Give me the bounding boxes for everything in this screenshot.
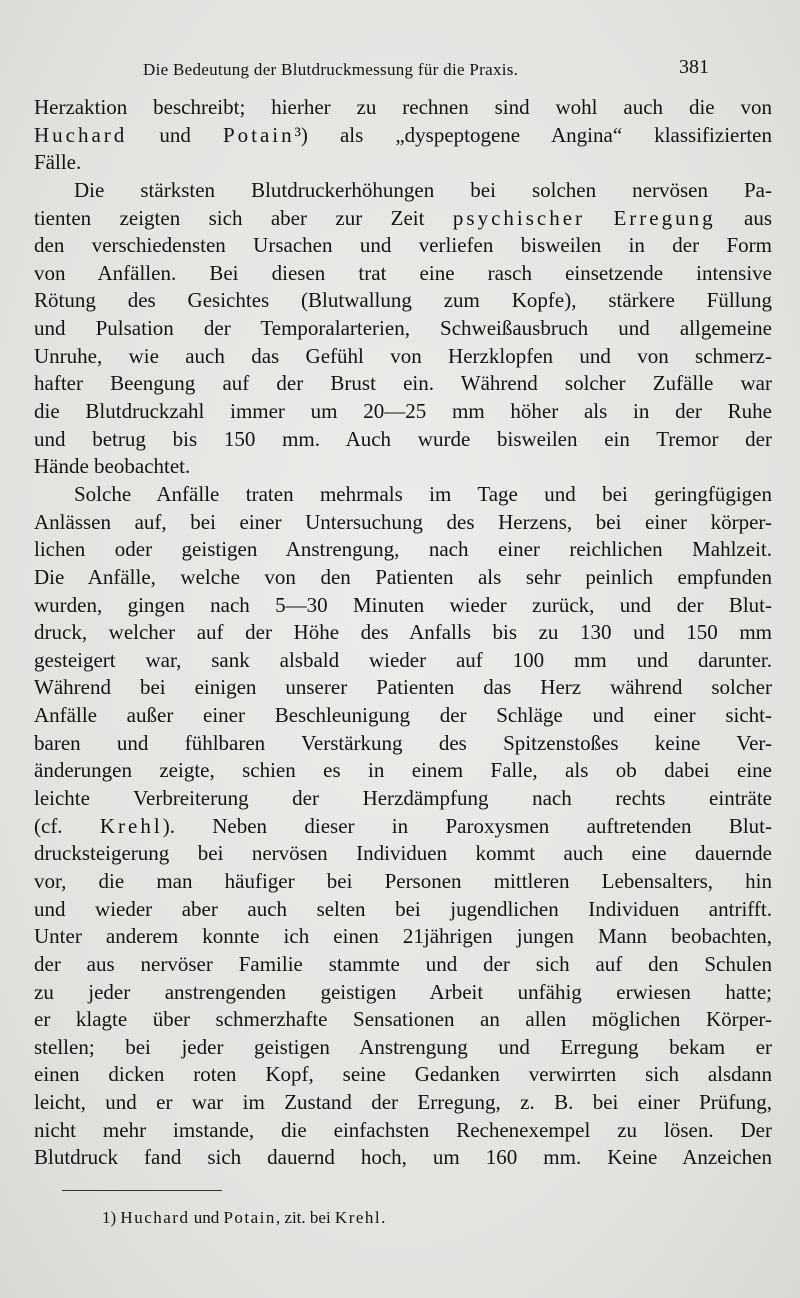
text-line: Rötung des Gesichtes (Blutwallung zum Kopfe), stärkere Füllung — [34, 288, 772, 313]
text-line: und wieder aber auch selten bei jugendlichen Individuen antrifft. — [34, 896, 772, 921]
footnote-author-krehl: Krehl — [334, 1208, 382, 1227]
footnote-marker: 1) — [102, 1208, 117, 1227]
text-line: Während bei einigen unserer Patienten das Herz während solcher — [34, 675, 772, 700]
text-line: hafter Beengung auf der Brust ein. Während solcher Zufälle war — [34, 371, 772, 396]
text-line: drucksteigerung bei nervösen Individuen kommt auch eine dauernde — [34, 841, 772, 866]
footnote-conj: und — [193, 1208, 220, 1227]
spaced-name-potain: Potain — [222, 122, 295, 147]
text-line: den verschiedensten Ursachen und verliefen bisweilen in der Form — [34, 233, 772, 258]
body-text — [34, 94, 772, 1172]
text-line: leichte Verbreiterung der Herzdämpfung nach rechts einträte — [34, 786, 772, 811]
text-line: Blutdruck fand sich dauernd hoch, um 160 mm. Keine Anzeichen — [34, 1145, 772, 1170]
text-line: Die Anfälle, welche von den Patienten als sehr peinlich empfunden — [34, 564, 772, 589]
footnote — [102, 1208, 385, 1228]
text-fragment: ). Neben dieser in Paroxysmen auftretenden Blut- — [162, 813, 772, 838]
spaced-word-erregung: Erregung — [613, 205, 716, 230]
running-head — [143, 56, 743, 86]
text-fragment: aus — [715, 205, 773, 230]
text-fragment: ³) als „dyspeptogene Angina“ klassifizierten — [294, 122, 773, 147]
text-fragment: (cf. — [34, 813, 100, 838]
text-line: Anlässen auf, bei einer Untersuchung des Herzens, bei einer körper- — [34, 509, 772, 534]
page-number: 381 — [679, 56, 709, 78]
text-line: leicht, und er war im Zustand der Erregung, z. B. bei einer Prüfung, — [34, 1090, 772, 1115]
spaced-name-huchard: Huchard — [34, 122, 128, 147]
spaced-name-krehl: Krehl — [99, 813, 163, 838]
text-line: Die stärksten Blutdruckerhöhungen bei solchen nervösen Pa- — [74, 177, 772, 202]
text-line: änderungen zeigte, schien es in einem Falle, als ob dabei eine — [34, 758, 772, 783]
text-line: stellen; bei jeder geistigen Anstrengung und Erregung bekam er — [34, 1034, 772, 1059]
text-line: Hände beobachtet. — [34, 454, 191, 479]
running-title: Die Bedeutung der Blutdruckmessung für die Praxis. — [143, 60, 519, 79]
text-line: und Pulsation der Temporalarterien, Schweißausbruch und allgemeine — [34, 316, 772, 341]
text-line: Solche Anfälle traten mehrmals im Tage und bei geringfügigen — [74, 481, 772, 506]
footnote-rule — [62, 1190, 222, 1191]
text-line: gesteigert war, sank alsbald wieder auf 100 mm und darunter. — [34, 647, 772, 672]
text-line — [34, 122, 772, 150]
text-line — [34, 205, 772, 233]
text-line: baren und fühlbaren Verstärkung des Spitzenstoßes keine Ver- — [34, 730, 772, 755]
footnote-author-huchard: Huchard — [120, 1208, 190, 1227]
text-line: der aus nervöser Familie stammte und der sich auf den Schulen — [34, 951, 772, 976]
text-line: und betrug bis 150 mm. Auch wurde bisweilen ein Tremor der — [34, 426, 772, 451]
footnote-author-potain: Potain — [223, 1208, 276, 1227]
text-line: von Anfällen. Bei diesen trat eine rasch einsetzende intensive — [34, 260, 772, 285]
text-line: er klagte über schmerzhafte Sensationen an allen möglichen Körper- — [34, 1007, 772, 1032]
text-line: Unruhe, wie auch das Gefühl von Herzklopfen und von schmerz- — [34, 343, 772, 368]
text-fragment: tienten zeigten sich aber zur Zeit — [34, 205, 453, 230]
text-line: vor, die man häufiger bei Personen mittleren Lebensalters, hin — [34, 868, 772, 893]
text-line: lichen oder geistigen Anstrengung, nach einer reichlichen Mahlzeit. — [34, 537, 772, 562]
text-line: einen dicken roten Kopf, seine Gedanken verwirrten sich alsdann — [34, 1062, 772, 1087]
footnote-middle: , zit. bei — [275, 1208, 331, 1227]
text-line: nicht mehr imstande, die einfachsten Rechenexempel zu lösen. Der — [34, 1117, 772, 1142]
text-line: wurden, gingen nach 5—30 Minuten wieder zurück, und der Blut- — [34, 592, 772, 617]
text-line: zu jeder anstrengenden geistigen Arbeit unfähig erwiesen hatte; — [34, 979, 772, 1004]
text-line: Anfälle außer einer Beschleunigung der Schläge und einer sicht- — [34, 703, 772, 728]
text-line — [34, 813, 772, 841]
footnote-end: . — [381, 1208, 386, 1227]
word-und: und — [159, 122, 191, 147]
text-line: die Blutdruckzahl immer um 20—25 mm höher als in der Ruhe — [34, 399, 772, 424]
text-line: Herzaktion beschreibt; hierher zu rechnen sind wohl auch die von — [34, 95, 772, 119]
spaced-word-psychischer: psychischer — [452, 205, 586, 230]
text-line: Unter anderem konnte ich einen 21jährigen jungen Mann beobachten, — [34, 924, 772, 949]
text-line: druck, welcher auf der Höhe des Anfalls bis zu 130 und 150 mm — [34, 620, 772, 645]
text-line: Fälle. — [34, 150, 82, 175]
